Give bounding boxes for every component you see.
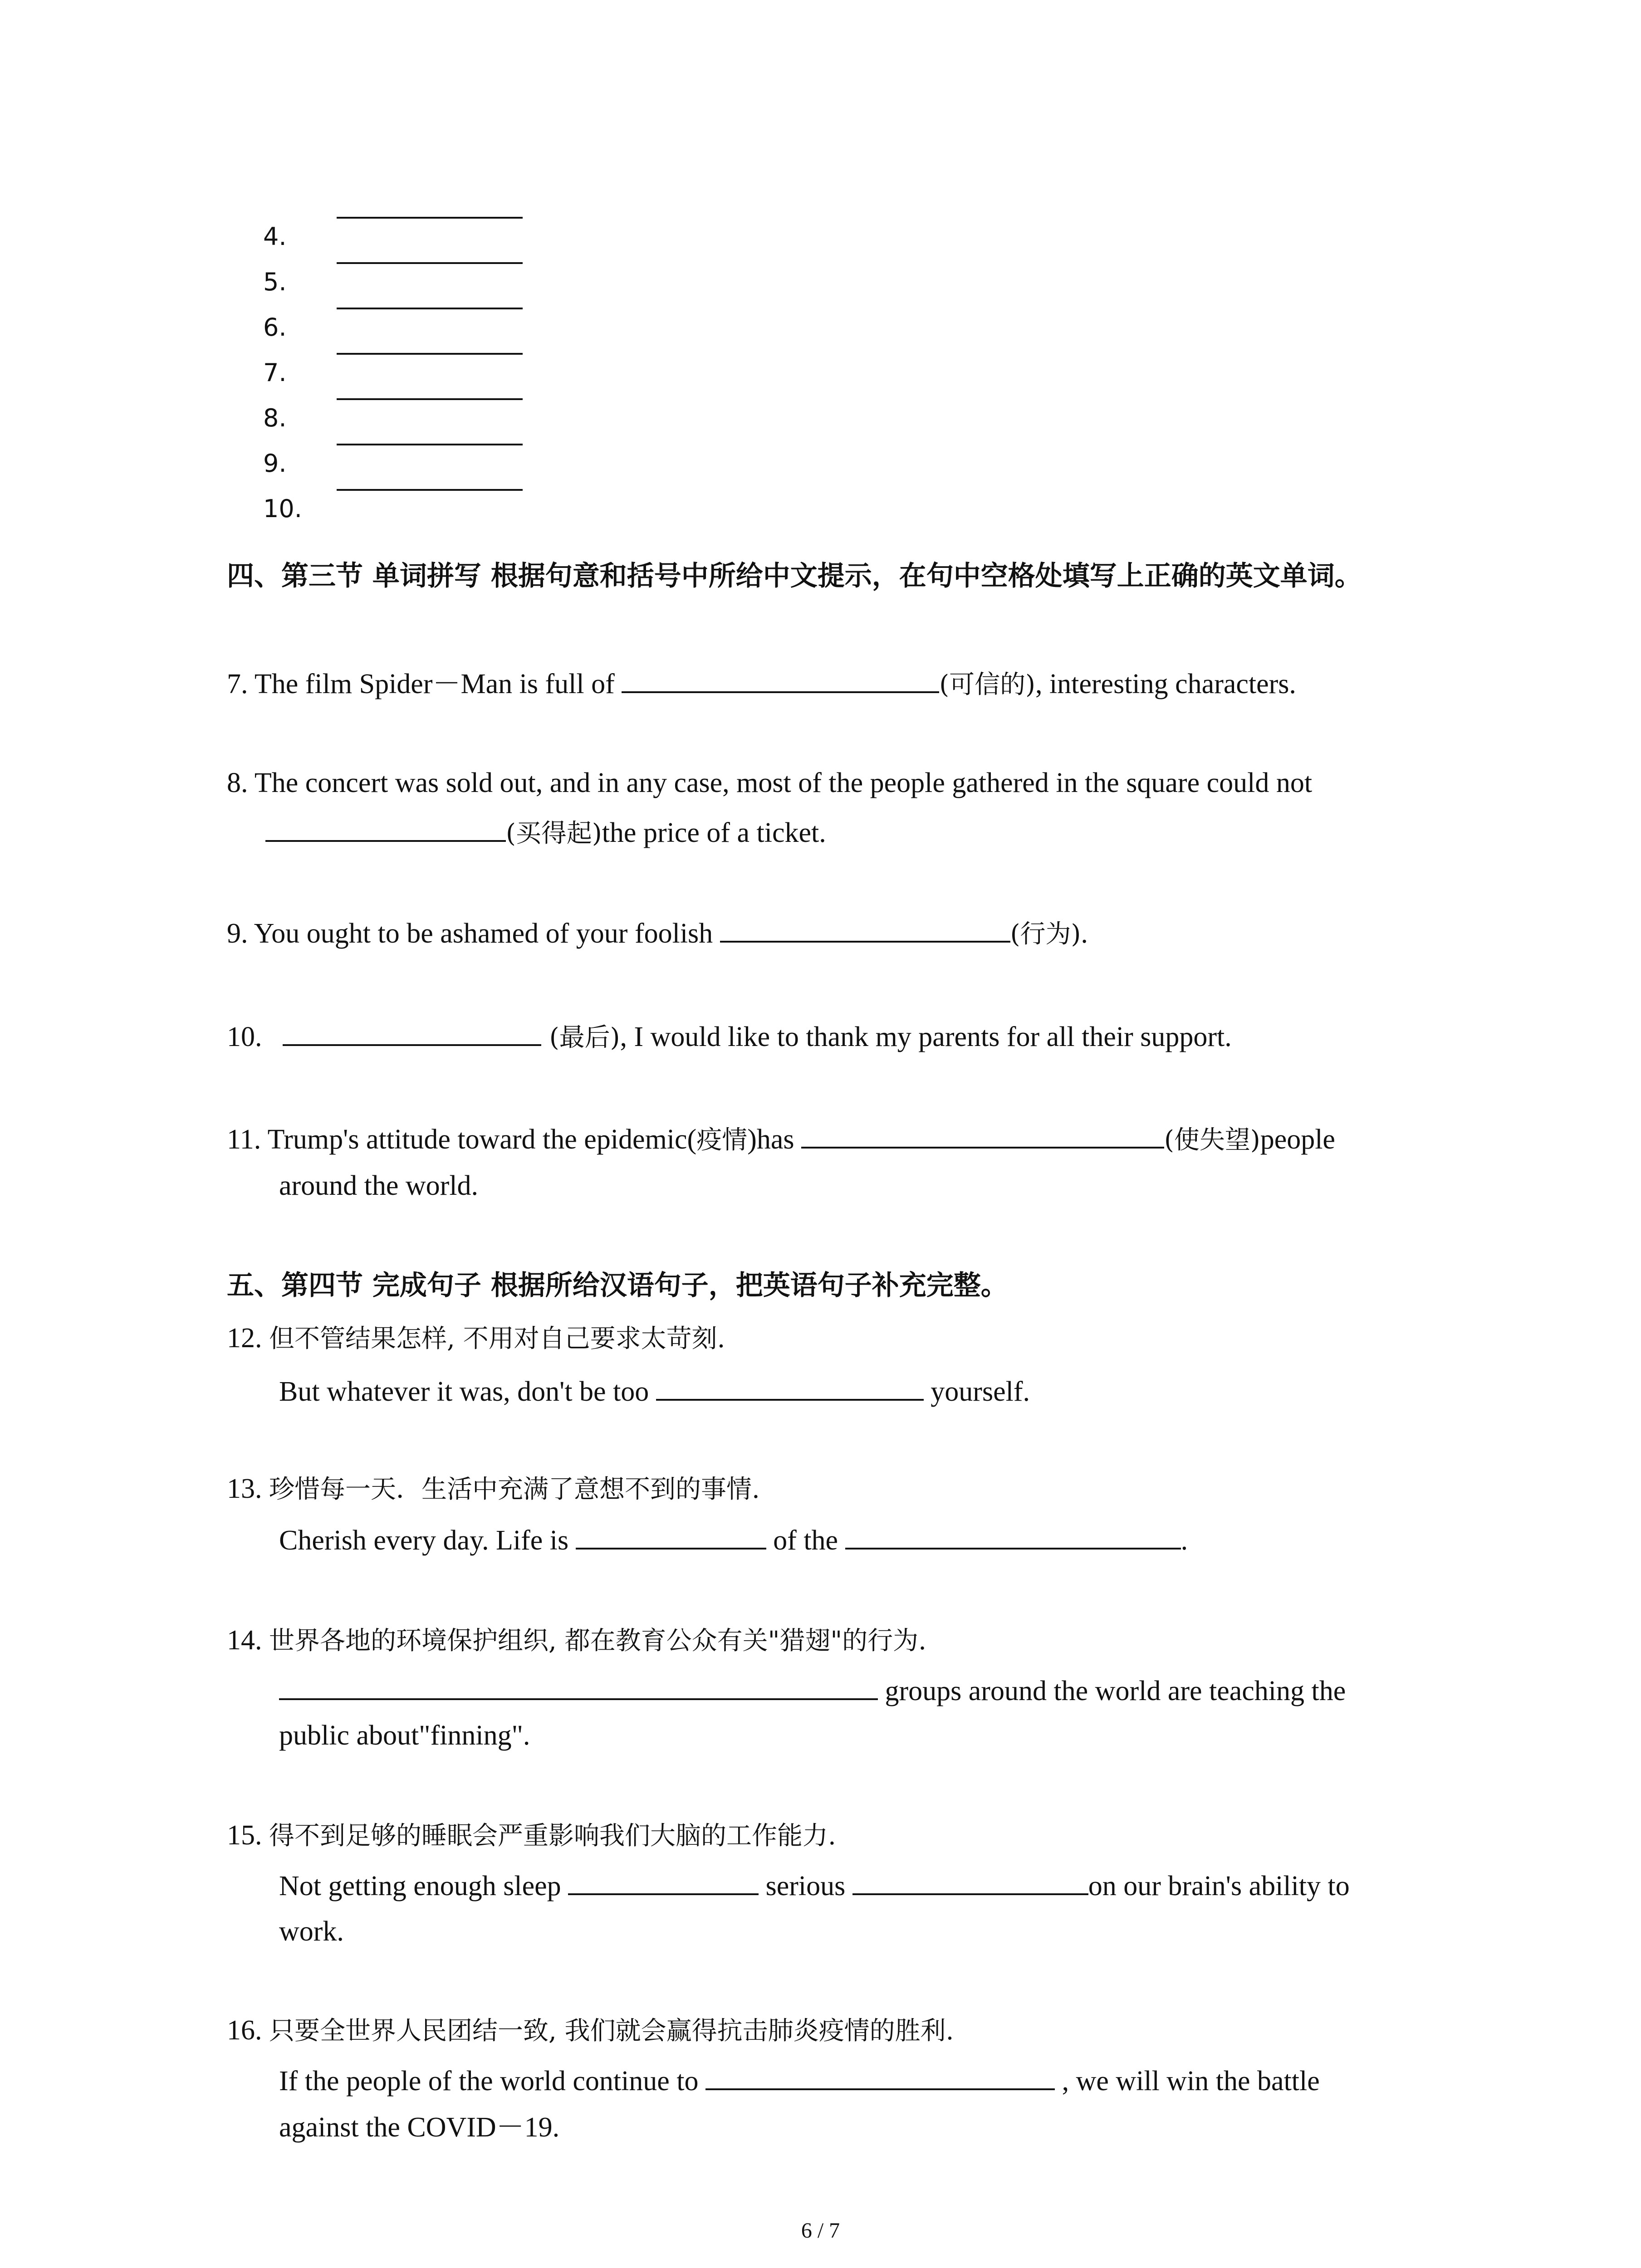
question-text: , I would like to thank my parents for all their support. [620,1022,1232,1052]
question-text: But whatever it was, don't be too [279,1376,656,1407]
question-11 [227,1117,1335,1163]
question-15-line-2: work. [279,1916,344,1947]
question-13-sentence [279,1518,1188,1563]
question-14-sentence [279,1668,1346,1714]
question-text: Not getting enough sleep [279,1871,568,1901]
question-15-prompt [227,1813,836,1859]
question-12-prompt [227,1315,725,1362]
question-16-prompt [227,2008,954,2054]
question-15-sentence [279,1863,1350,1909]
question-text: . [1081,918,1088,949]
hint: (买得起) [506,819,602,848]
question-12-sentence [279,1369,1030,1414]
question-text: The film Spider－Man is full of [254,669,622,699]
question-16-line-2: against the COVID－19. [279,2112,560,2143]
hint: (最后) [541,1023,620,1052]
question-number: 16. [227,2015,262,2046]
answer-line-number: 7. [263,358,287,387]
answer-blank[interactable] [279,1670,878,1700]
question-16-sentence [279,2058,1320,2104]
answer-blank[interactable] [705,2060,1055,2090]
question-13-prompt [227,1466,760,1512]
answer-line-number: 8. [263,404,287,432]
answer-blank[interactable] [845,1520,1181,1549]
question-text: of the [766,1525,845,1556]
answer-line-number: 4. [263,222,287,251]
question-number: 11. [227,1124,261,1155]
question-10 [227,1014,1232,1061]
question-7 [227,661,1296,708]
answer-line-number: 6. [263,313,287,342]
question-text: The concert was sold out, and in any case, most of the people gathered in the square could not [254,767,1313,798]
question-number: 13. [227,1473,262,1504]
question-11-line-2: around the world. [279,1170,479,1201]
question-8-line-2 [265,810,826,856]
answer-blank-line[interactable] [337,308,523,309]
question-text: , we will win the battle [1055,2066,1320,2097]
question-text: on our brain's ability to [1088,1871,1350,1901]
answer-blank[interactable] [622,663,939,693]
question-number: 14. [227,1625,262,1656]
answer-line-number: 5. [263,268,287,296]
answer-blank-line[interactable] [337,398,523,400]
question-text: You ought to be ashamed of your foolish [254,918,720,949]
answer-blank-line[interactable] [337,262,523,264]
answer-blank-line[interactable] [337,489,523,491]
answer-blank[interactable] [576,1520,766,1549]
section-heading: 五、第四节 完成句子 根据所给汉语句子，把英语句子补充完整。 [227,1270,1008,1301]
answer-blank-line[interactable] [337,217,523,219]
question-text: If the people of the world continue to [279,2066,706,2097]
answer-blank[interactable] [265,812,506,842]
question-number: 9. [227,918,248,949]
question-text-zh: 疫情 [696,1125,748,1155]
chinese-prompt: 珍惜每一天．生活中充满了意想不到的事情. [269,1475,760,1504]
chinese-prompt: 世界各地的环境保护组织, 都在教育公众有关"猎翅"的行为. [269,1626,926,1656]
question-text: Trump's attitude toward the epidemic( [267,1124,697,1155]
answer-line-number: 10. [263,494,302,523]
question-14-prompt [227,1618,926,1664]
answer-blank[interactable] [852,1865,1088,1895]
answer-blank[interactable] [568,1865,759,1895]
answer-blank[interactable] [283,1016,541,1046]
question-text: groups around the world are teaching the [878,1676,1346,1706]
hint: (可信的) [939,670,1035,699]
question-text: the price of a ticket. [602,817,826,848]
question-14-line-2: public about"finning". [279,1720,530,1751]
chinese-prompt: 只要全世界人民团结一致, 我们就会赢得抗击肺炎疫情的胜利. [269,2016,954,2046]
question-text: , interesting characters. [1035,669,1296,699]
question-number: 10. [227,1022,262,1052]
chinese-prompt: 得不到足够的睡眠会严重影响我们大脑的工作能力. [269,1821,836,1851]
hint: (使失望) [1164,1125,1260,1155]
question-number: 12. [227,1323,262,1354]
question-text: people [1260,1124,1335,1155]
page-number: 6 / 7 [801,2219,840,2243]
chinese-prompt: 但不管结果怎样, 不用对自己要求太苛刻. [269,1324,725,1354]
answer-blank-line[interactable] [337,444,523,445]
question-number: 8. [227,767,248,798]
question-number: 15. [227,1820,262,1851]
question-number: 7. [227,669,248,699]
question-text: yourself. [923,1376,1030,1407]
answer-blank[interactable] [720,913,1010,943]
question-text: serious [759,1871,852,1901]
answer-blank[interactable] [656,1371,924,1401]
section-heading: 四、第三节 单词拼写 根据句意和括号中所给中文提示，在句中空格处填写上正确的英文单词。 [227,560,1362,592]
question-text: . [1181,1525,1188,1556]
answer-line-number: 9. [263,449,287,478]
question-9 [227,911,1088,957]
question-text: )has [747,1124,801,1155]
answer-blank-line[interactable] [337,353,523,355]
hint: (行为) [1010,919,1081,949]
question-text: Cherish every day. Life is [279,1525,576,1556]
answer-blank[interactable] [801,1119,1164,1149]
question-8 [227,760,1312,806]
